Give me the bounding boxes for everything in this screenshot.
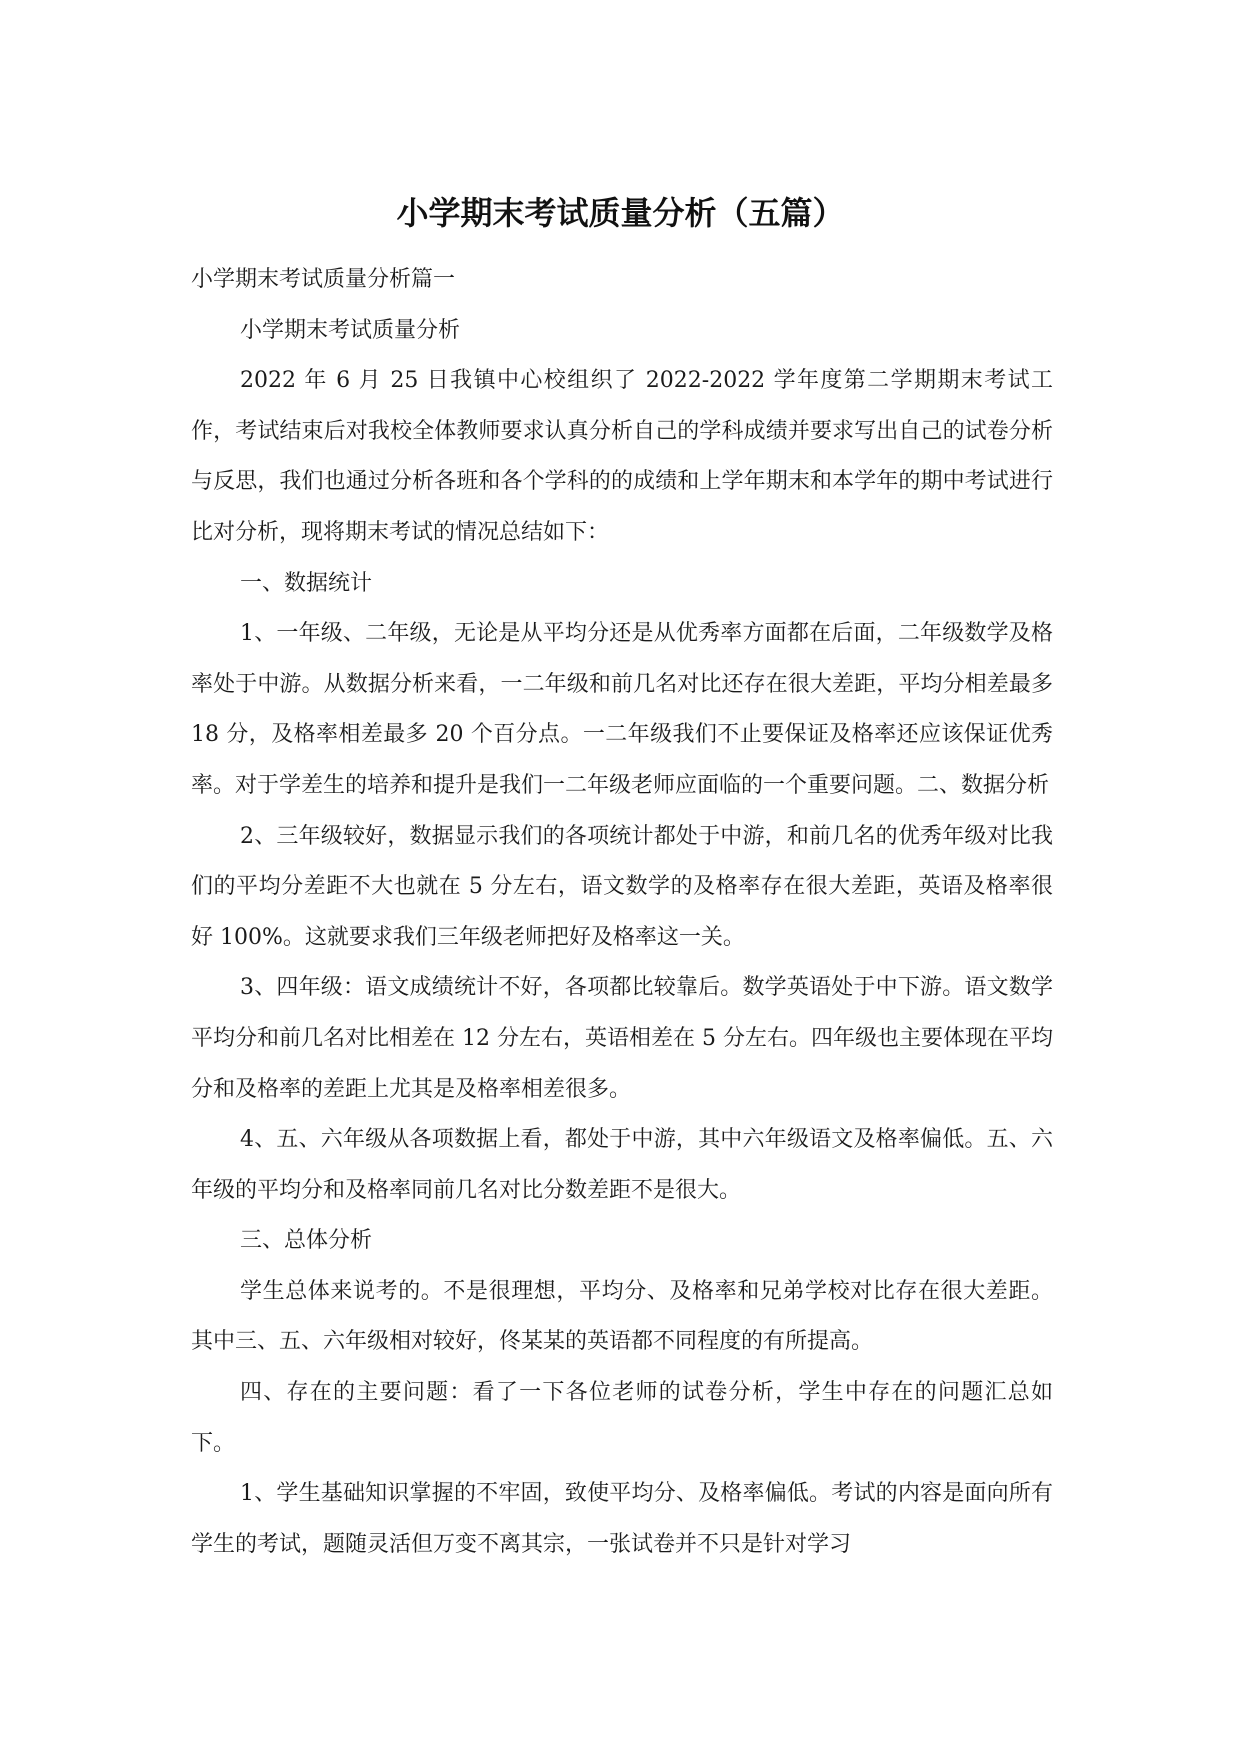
paragraph-grade-3: 2、三年级较好，数据显示我们的各项统计都处于中游，和前几名的优秀年级对比我们的平均分差距不大也就在 5 分左右，语文数学的及格率存在很大差距，英语及格率很好 100%。这就要求我们三年级老师把好及格率这一关。 <box>191 823 1053 950</box>
document-title: 小学期末考试质量分析（五篇） <box>396 194 845 232</box>
paragraph-main-problems: 四、存在的主要问题：看了一下各位老师的试卷分析，学生中存在的问题汇总如下。 <box>191 1380 1053 1456</box>
paragraph-grades-5-6: 4、五、六年级从各项数据上看，都处于中游，其中六年级语文及格率偏低。五、六年级的平均分和及格率同前几名对比分数差距不是很大。 <box>191 1127 1053 1203</box>
paragraph-overall: 学生总体来说考的。不是很理想，平均分、及格率和兄弟学校对比存在很大差距。其中三、五、六年级相对较好，佟某某的英语都不同程度的有所提高。 <box>191 1278 1053 1355</box>
subtitle-paragraph: 小学期末考试质量分析 <box>240 317 461 343</box>
document-body <box>191 255 1053 1570</box>
intro-paragraph: 2022 年 6 月 25 日我镇中心校组织了 2022-2022 学年度第二学期期末考试工作，考试结束后对我校全体教师要求认真分析自己的学科成绩并要求写出自己的试卷分析与反思，我们也通过分析各班和各个学科的的成绩和上学年期末和本学年的期中考试进行比对分析，现将期末考试的情况总结如下： <box>191 368 1053 545</box>
paragraph-problem-1: 1、学生基础知识掌握的不牢固，致使平均分、及格率偏低。考试的内容是面向所有学生的考试，题随灵活但万变不离其宗，一张试卷并不只是针对学习 <box>191 1481 1053 1557</box>
heading-data-statistics: 一、数据统计 <box>240 570 373 596</box>
heading-overall-analysis: 三、总体分析 <box>240 1228 373 1254</box>
section-heading: 小学期末考试质量分析篇一 <box>191 267 456 292</box>
paragraph-grade-4: 3、四年级：语文成绩统计不好，各项都比较靠后。数学英语处于中下游。语文数学平均分和前几名对比相差在 12 分左右，英语相差在 5 分左右。四年级也主要体现在平均分和及格率的差距上尤其是及格率相差很多。 <box>191 975 1053 1102</box>
paragraph-grades-1-2: 1、一年级、二年级，无论是从平均分还是从优秀率方面都在后面，二年级数学及格率处于中游。从数据分析来看，一二年级和前几名对比还存在很大差距，平均分相差最多 18 分，及格率相差最多 20 个百分点。一二年级我们不止要保证及格率还应该保证优秀率。对于学差生的培养和提升是我们一二年级老师应面临的一个重要问题。二、数据分析 <box>191 621 1053 798</box>
